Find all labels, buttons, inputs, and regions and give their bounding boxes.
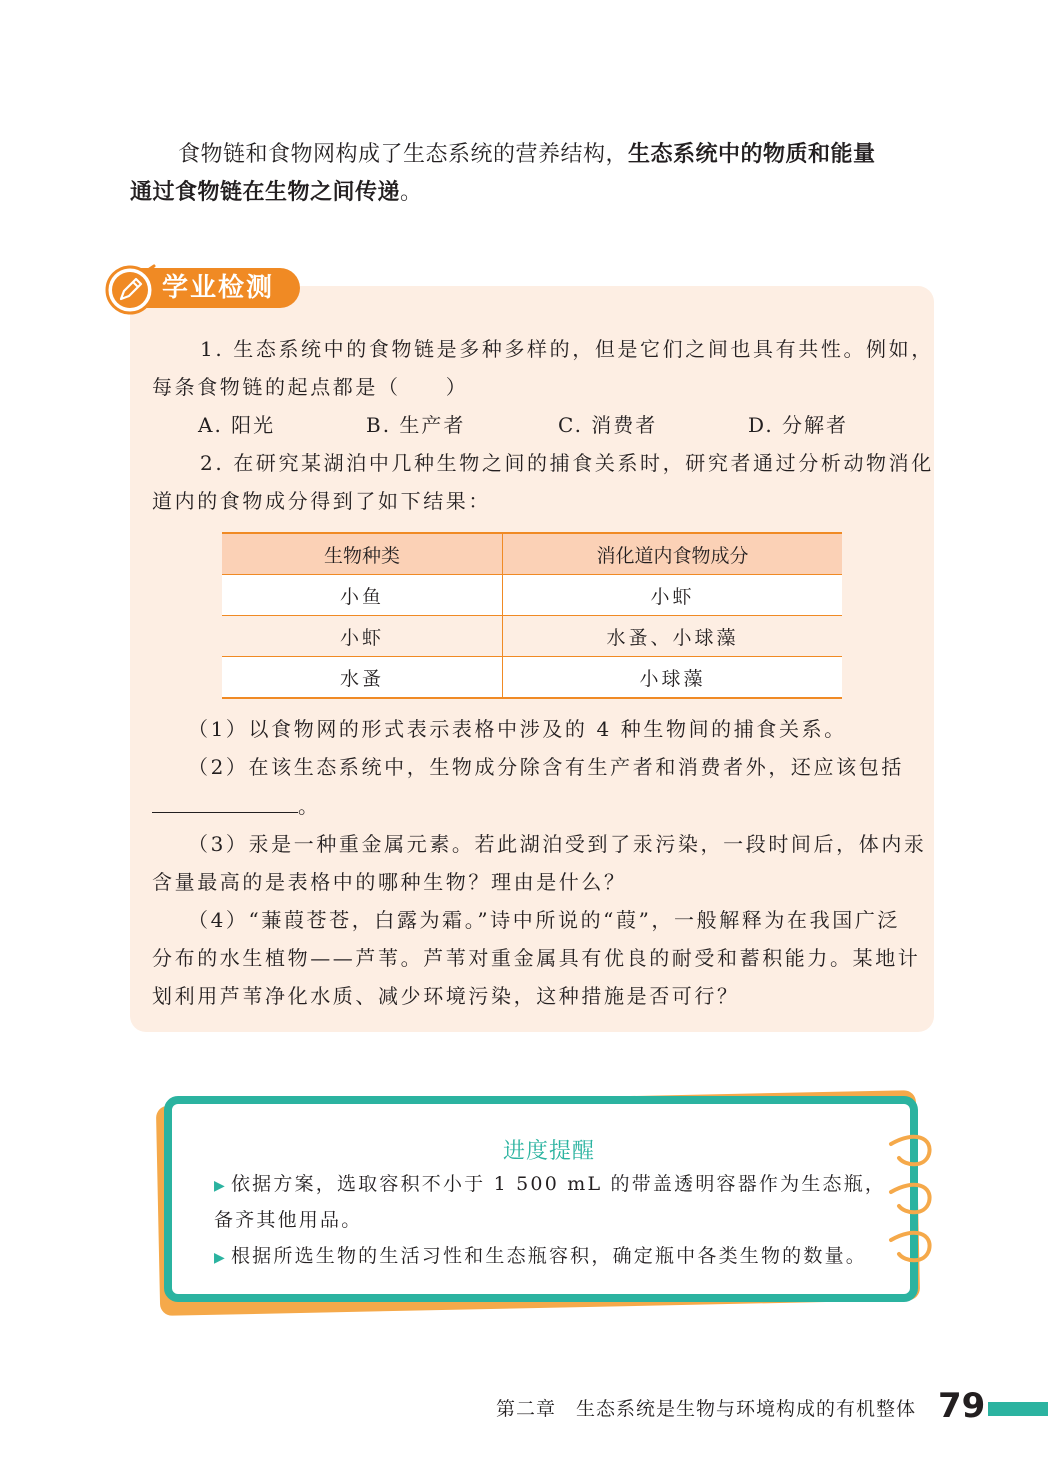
- table-row: [222, 657, 842, 699]
- intro-paragraph: [130, 136, 950, 212]
- intro-bold-1: 生态系统中的物质和能量: [628, 142, 876, 167]
- reminder-item-2: ▶ 根据所选生物的生活习性和生态瓶容积，确定瓶中各类生物的数量。: [214, 1245, 867, 1267]
- table-cell: 小鱼: [222, 575, 503, 616]
- reminder-item-1: ▶ 依据方案，选取容积不小于 1 500 mL 的带盖透明容器作为生态瓶，: [214, 1173, 887, 1195]
- option-b: B. 生产者: [366, 413, 466, 437]
- table-row: [222, 616, 842, 657]
- triangle-bullet-icon: ▶: [214, 1250, 227, 1266]
- q1-text: [152, 330, 934, 406]
- table-cell: 水蚤、小球藻: [503, 616, 843, 657]
- table-cell: 小球藻: [503, 657, 843, 699]
- answer-blank[interactable]: [152, 786, 298, 813]
- option-d: D. 分解者: [748, 413, 849, 437]
- q2-sub2-end: 。: [298, 794, 321, 818]
- footer-accent-bar: [988, 1402, 1048, 1416]
- q2-subquestions: [152, 710, 927, 1015]
- binder-rings-icon: [885, 1128, 945, 1278]
- q2-text: [152, 444, 934, 520]
- table-header: 消化道内食物成分: [503, 533, 843, 575]
- q2-sub2: （2）在该生态系统中，生物成分除含有生产者和消费者外，还应该包括: [188, 755, 904, 779]
- section-badge: [104, 264, 300, 316]
- section-title: 学业检测: [162, 273, 275, 303]
- reminder-title: 进度提醒: [502, 1139, 595, 1164]
- q2-line2: 道内的食物成分得到了如下结果：: [152, 489, 491, 513]
- table-cell: 水蚤: [222, 657, 503, 699]
- triangle-bullet-icon: ▶: [214, 1178, 227, 1194]
- q1-line1: 1. 生态系统中的食物链是多种多样的，但是它们之间也具有共性。例如，: [200, 337, 934, 361]
- q2-sub4-line2: 分布的水生植物——芦苇。芦苇对重金属具有优良的耐受和蓄积能力。某地计: [152, 946, 921, 970]
- q1-line2: 每条食物链的起点都是（ ）: [152, 375, 469, 399]
- q2-line1: 2. 在研究某湖泊中几种生物之间的捕食关系时，研究者通过分析动物消化: [200, 451, 934, 475]
- diet-table: [222, 532, 842, 699]
- table-row: [222, 575, 842, 616]
- q1-options: [198, 406, 898, 444]
- option-a: A. 阳光: [198, 413, 276, 437]
- q2-sub1: （1）以食物网的形式表示表格中涉及的 4 种生物间的捕食关系。: [188, 717, 847, 741]
- table-cell: 小虾: [503, 575, 843, 616]
- option-c: C. 消费者: [558, 413, 658, 437]
- intro-bold-2: 通过食物链在生物之间传递: [130, 180, 401, 205]
- table-header-row: [222, 533, 842, 575]
- intro-text: 食物链和食物网构成了生态系统的营养结构，: [178, 142, 629, 167]
- page-number: 79: [938, 1386, 986, 1426]
- q2-sub3-line2: 含量最高的是表格中的哪种生物？理由是什么？: [152, 870, 627, 894]
- q2-sub3-line1: （3）汞是一种重金属元素。若此湖泊受到了汞污染，一段时间后，体内汞: [188, 832, 927, 856]
- table-cell: 小虾: [222, 616, 503, 657]
- pencil-circle-icon: [104, 264, 160, 316]
- q2-sub4-line3: 划利用芦苇净化水质、减少环境污染，这种措施是否可行？: [152, 984, 740, 1008]
- intro-end: 。: [400, 180, 423, 205]
- reminder-item-1-cont: 备齐其他用品。: [214, 1209, 363, 1231]
- footer-chapter-title: 第二章 生态系统是生物与环境构成的有机整体: [496, 1398, 917, 1420]
- table-header: 生物种类: [222, 533, 503, 575]
- q2-sub4-line1: （4）“蒹葭苍苍，白露为霜。”诗中所说的“葭”，一般解释为在我国广泛: [188, 908, 901, 932]
